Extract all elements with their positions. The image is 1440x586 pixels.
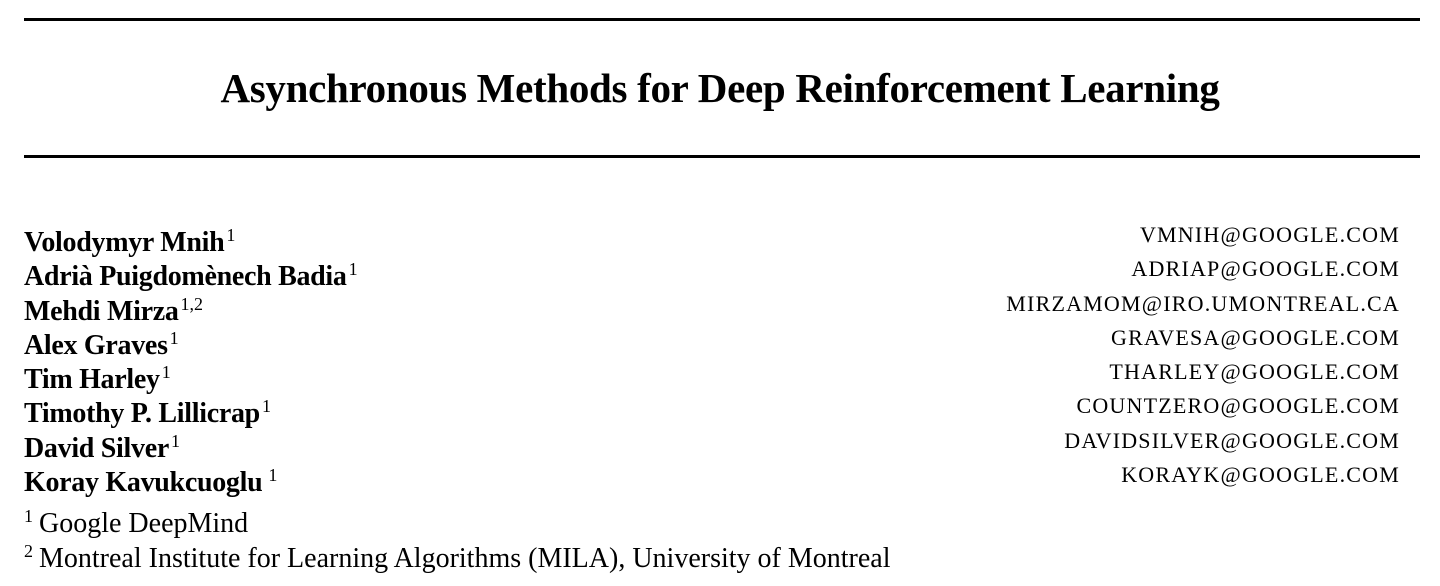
top-rule (24, 18, 1420, 21)
author-row (24, 250, 1400, 293)
author-row (24, 285, 1400, 327)
author-name: Alex Graves (24, 329, 168, 361)
author-affiliation-mark: 1 (226, 225, 236, 245)
author-row (24, 456, 1400, 499)
author-email: COUNTZERO@GOOGLE.COM (1076, 393, 1400, 419)
author-email: MIRZAMOM@IRO.UMONTREAL.CA (1006, 290, 1400, 316)
author-row (24, 353, 1400, 396)
author-name: Adrià Puigdomènech Badia (24, 261, 347, 293)
affiliation-text: Montreal Institute for Learning Algorithms (MILA), University of Montreal (39, 543, 891, 574)
author-row (24, 319, 1400, 361)
author-affiliation-mark: 1 (261, 396, 271, 417)
author-email: THARLEY@GOOGLE.COM (1109, 359, 1400, 385)
affiliation-row (24, 533, 891, 574)
author-email: DAVIDSILVER@GOOGLE.COM (1064, 427, 1400, 453)
bottom-rule (24, 155, 1420, 158)
author-affiliation-mark: 1 (161, 362, 171, 383)
author-email: KORAYK@GOOGLE.COM (1121, 462, 1400, 488)
author-name: Mehdi Mirza (24, 295, 179, 327)
author-affiliation-mark: 1 (169, 327, 179, 348)
author-name: Volodymyr Mnih (24, 227, 225, 258)
author-email: ADRIAP@GOOGLE.COM (1131, 256, 1400, 282)
author-name: Tim Harley (24, 364, 160, 396)
author-email: VMNIH@GOOGLE.COM (1139, 222, 1400, 247)
author-list (24, 216, 1400, 499)
paper-title: Asynchronous Methods for Deep Reinforcement Learning (220, 65, 1220, 111)
affiliation-mark: 1 (24, 506, 33, 526)
affiliation-mark: 2 (24, 541, 33, 561)
author-affiliation-mark: 1,2 (180, 293, 204, 314)
author-affiliation-mark: 1 (170, 430, 180, 451)
author-name: Timothy P. Lillicrap (24, 398, 260, 430)
author-name: David Silver (24, 432, 169, 464)
author-email: GRAVESA@GOOGLE.COM (1111, 324, 1400, 350)
author-row (24, 216, 1400, 258)
author-row (24, 387, 1400, 430)
author-affiliation-mark: 1 (268, 465, 278, 486)
affiliation-text: Google DeepMind (39, 508, 249, 539)
author-name: Koray Kavukcuoglu (24, 467, 263, 499)
author-affiliation-mark: 1 (348, 259, 358, 280)
author-row (24, 422, 1400, 464)
affiliation-row (24, 498, 890, 539)
affiliation-list (24, 498, 891, 574)
